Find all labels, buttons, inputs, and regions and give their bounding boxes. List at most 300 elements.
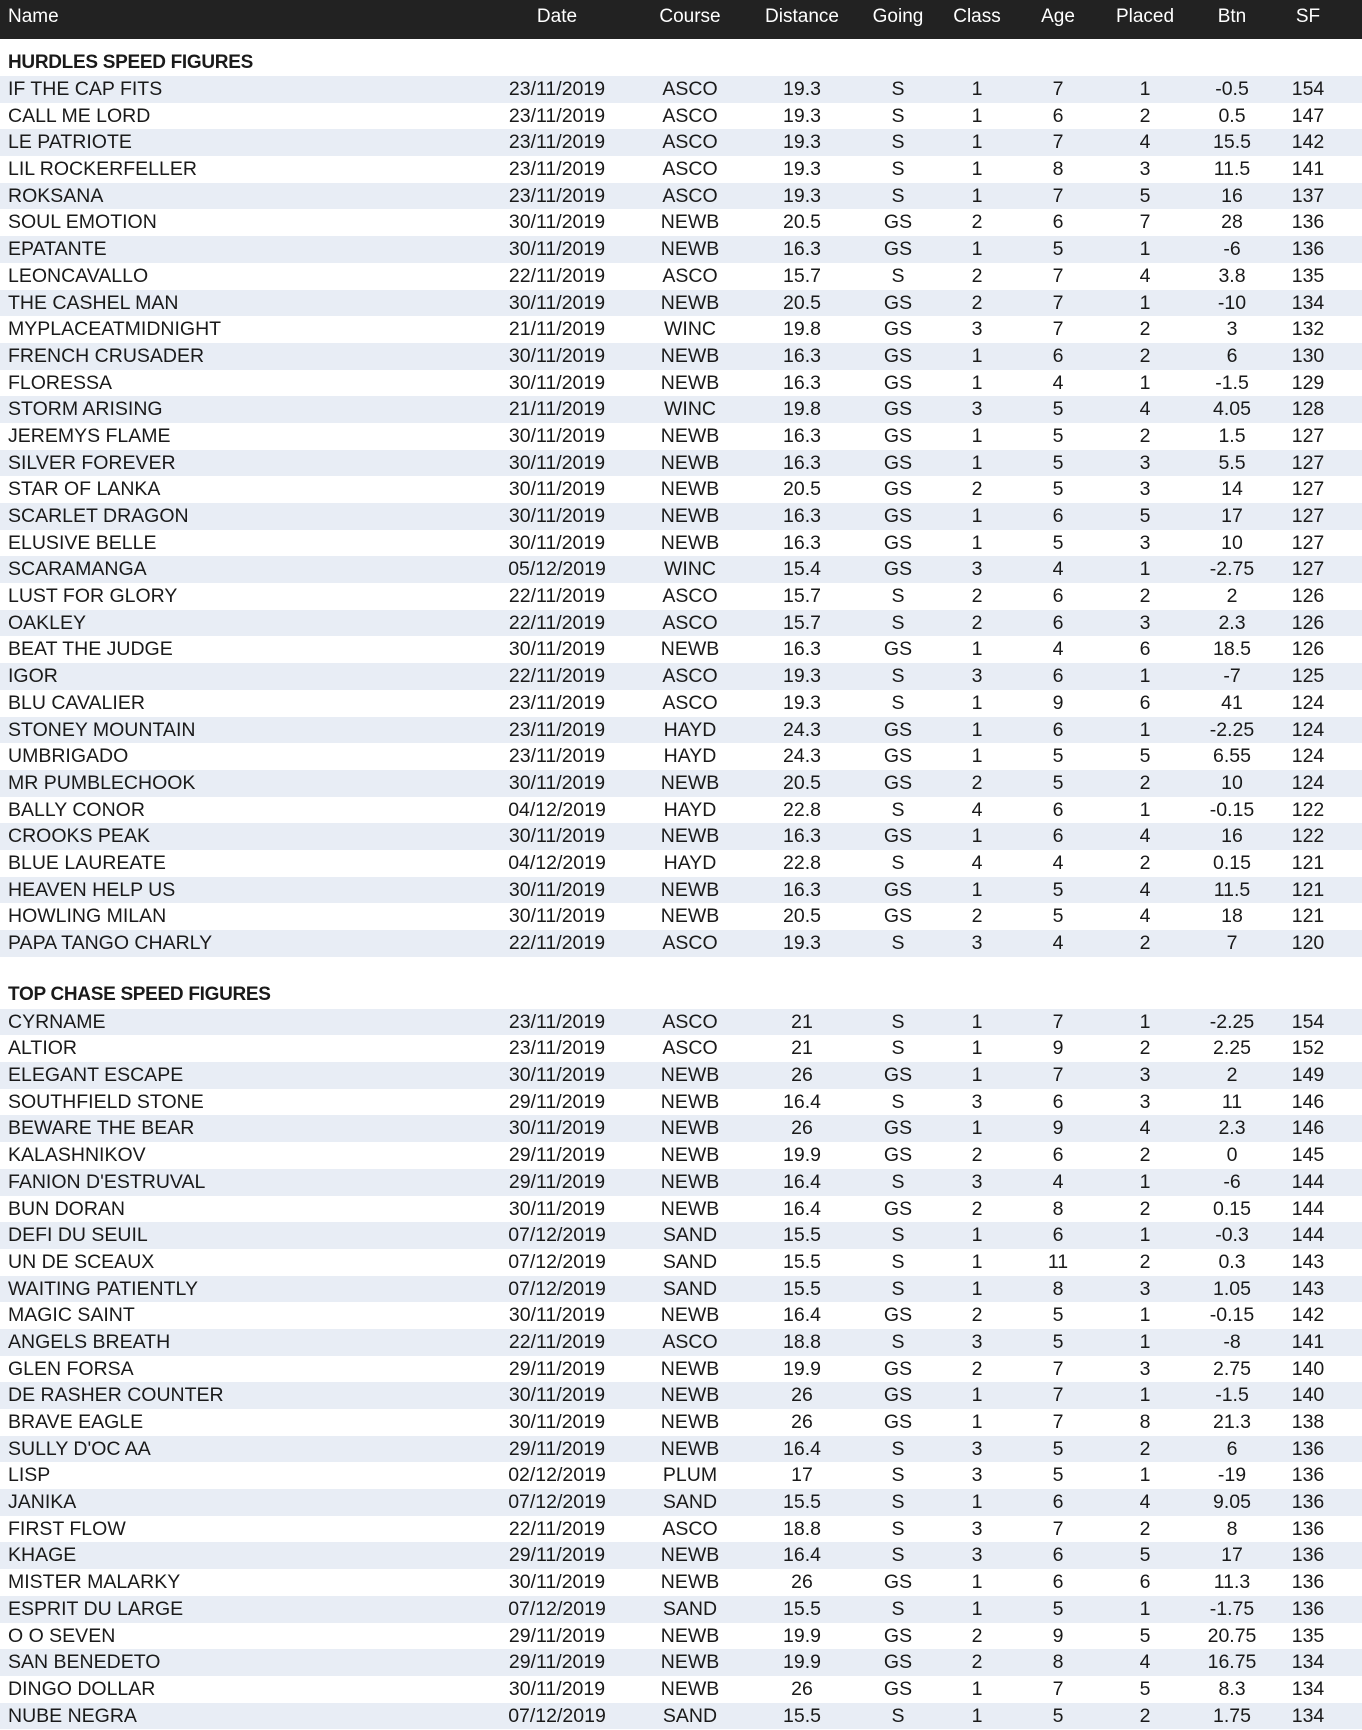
table-row: [0, 1196, 1362, 1223]
cell-age: 7: [1052, 264, 1064, 287]
cell-date: 04/12/2019: [508, 798, 606, 821]
cell-name: LIL ROCKERFELLER: [8, 158, 197, 181]
cell-date: 23/11/2019: [508, 131, 606, 154]
cell-age: 11: [1047, 1250, 1069, 1273]
cell-distance: 16.4: [783, 1544, 821, 1567]
cell-class: 1: [971, 1010, 983, 1033]
cell-course: NEWB: [660, 371, 720, 394]
cell-name: LUST FOR GLORY: [8, 585, 178, 608]
cell-class: 1: [971, 1250, 983, 1273]
cell-age: 7: [1052, 1411, 1064, 1433]
table-row: [0, 450, 1362, 477]
table-row: [0, 209, 1362, 236]
cell-name: SOUTHFIELD STONE: [8, 1090, 204, 1113]
cell-name: BALLY CONOR: [8, 798, 145, 821]
cell-going: GS: [883, 478, 913, 501]
cell-going: GS: [883, 398, 913, 421]
cell-placed: 2: [1139, 851, 1151, 874]
cell-btn: -6: [1223, 238, 1241, 261]
cell-btn: 2: [1226, 585, 1238, 608]
cell-class: 3: [971, 665, 983, 688]
table-row: [0, 1382, 1362, 1409]
cell-placed: 8: [1139, 1411, 1151, 1433]
table-row: [0, 1596, 1362, 1623]
table-row: [0, 1462, 1362, 1489]
cell-age: 9: [1052, 1037, 1064, 1060]
cell-btn: -0.5: [1215, 78, 1249, 100]
table-row: [0, 396, 1362, 423]
cell-placed: 4: [1139, 131, 1151, 154]
cell-age: 4: [1052, 851, 1064, 874]
cell-going: S: [891, 932, 905, 954]
cell-date: 29/11/2019: [508, 1544, 606, 1567]
cell-btn: 11.5: [1213, 158, 1251, 181]
table-row: [0, 636, 1362, 663]
cell-distance: 16.3: [783, 505, 821, 527]
cell-class: 2: [971, 264, 983, 287]
cell-date: 07/12/2019: [508, 1491, 606, 1514]
cell-going: S: [891, 1437, 905, 1460]
cell-class: 1: [971, 825, 983, 848]
cell-class: 1: [971, 1597, 983, 1620]
cell-distance: 16.3: [783, 238, 821, 261]
cell-distance: 16.4: [783, 1197, 821, 1220]
cell-age: 9: [1052, 691, 1064, 714]
cell-going: GS: [883, 771, 913, 794]
cell-class: 1: [971, 371, 983, 394]
cell-sf: 120: [1291, 932, 1325, 954]
cell-placed: 1: [1139, 798, 1151, 821]
cell-name: MYPLACEATMIDNIGHT: [8, 318, 222, 341]
cell-age: 7: [1052, 1010, 1064, 1033]
cell-distance: 19.3: [783, 184, 821, 207]
cell-placed: 1: [1139, 1010, 1151, 1033]
cell-age: 7: [1052, 78, 1064, 100]
cell-name: IGOR: [8, 665, 58, 688]
cell-class: 1: [971, 344, 983, 367]
cell-distance: 19.3: [783, 78, 821, 100]
cell-going: GS: [883, 1411, 913, 1433]
table-row: [0, 1676, 1362, 1703]
cell-going: GS: [883, 558, 913, 581]
cell-distance: 17: [791, 1464, 813, 1487]
cell-going: GS: [883, 1624, 913, 1647]
cell-sf: 141: [1291, 1330, 1325, 1353]
cell-sf: 121: [1291, 851, 1325, 874]
cell-course: NEWB: [660, 1117, 720, 1140]
table-row: [0, 129, 1362, 156]
cell-course: NEWB: [660, 825, 720, 848]
table-row: [0, 930, 1362, 957]
table-row: [0, 1489, 1362, 1516]
cell-course: NEWB: [660, 1144, 720, 1167]
cell-btn: -0.3: [1215, 1224, 1249, 1247]
cell-name: HOWLING MILAN: [8, 905, 167, 928]
cell-age: 5: [1052, 1330, 1064, 1353]
cell-sf: 126: [1291, 611, 1325, 634]
cell-btn: 7: [1226, 932, 1238, 954]
cell-sf: 124: [1291, 691, 1325, 714]
cell-class: 1: [971, 1064, 983, 1087]
cell-btn: -0.15: [1209, 1304, 1255, 1327]
cell-going: S: [891, 1464, 905, 1487]
cell-course: NEWB: [660, 1064, 720, 1087]
cell-name: DINGO DOLLAR: [8, 1677, 156, 1700]
cell-distance: 19.3: [783, 158, 821, 181]
cell-date: 30/11/2019: [508, 638, 606, 661]
cell-class: 1: [971, 238, 983, 261]
cell-class: 3: [971, 1517, 983, 1540]
cell-going: GS: [883, 1144, 913, 1167]
cell-course: ASCO: [662, 184, 718, 207]
cell-date: 30/11/2019: [508, 424, 606, 447]
cell-class: 2: [971, 771, 983, 794]
cell-going: GS: [883, 451, 913, 474]
cell-sf: 147: [1291, 104, 1325, 127]
cell-course: NEWB: [660, 1544, 720, 1567]
cell-distance: 21: [791, 1010, 813, 1033]
cell-name: BLU CAVALIER: [8, 691, 145, 714]
cell-going: GS: [883, 1064, 913, 1087]
cell-sf: 125: [1291, 665, 1325, 688]
cell-age: 6: [1052, 1491, 1064, 1514]
cell-placed: 3: [1139, 478, 1151, 501]
cell-name: SOUL EMOTION: [8, 211, 157, 234]
cell-date: 07/12/2019: [508, 1250, 606, 1273]
cell-btn: -8: [1223, 1330, 1241, 1353]
cell-placed: 2: [1139, 318, 1151, 341]
cell-distance: 19.8: [783, 398, 821, 421]
cell-going: S: [891, 1330, 905, 1353]
cell-distance: 16.3: [783, 638, 821, 661]
cell-age: 6: [1052, 505, 1064, 527]
cell-going: S: [891, 78, 905, 100]
cell-btn: 2.25: [1213, 1037, 1251, 1060]
cell-course: SAND: [662, 1491, 718, 1514]
cell-sf: 152: [1291, 1037, 1325, 1060]
cell-btn: 0.15: [1213, 851, 1251, 874]
cell-sf: 154: [1291, 78, 1325, 100]
cell-class: 1: [971, 1117, 983, 1140]
cell-placed: 4: [1139, 825, 1151, 848]
cell-placed: 2: [1139, 771, 1151, 794]
cell-course: NEWB: [660, 1384, 720, 1407]
cell-age: 6: [1052, 1144, 1064, 1167]
cell-date: 23/11/2019: [508, 745, 606, 768]
cell-name: O O SEVEN: [8, 1624, 116, 1647]
cell-date: 23/11/2019: [508, 718, 606, 741]
table-row: [0, 1115, 1362, 1142]
cell-going: S: [891, 1597, 905, 1620]
cell-sf: 127: [1291, 478, 1325, 501]
cell-placed: 1: [1139, 1224, 1151, 1247]
cell-class: 1: [971, 718, 983, 741]
cell-going: GS: [883, 745, 913, 768]
cell-going: S: [891, 1224, 905, 1247]
cell-age: 6: [1052, 611, 1064, 634]
cell-sf: 127: [1291, 451, 1325, 474]
cell-age: 4: [1052, 558, 1064, 581]
cell-date: 22/11/2019: [508, 611, 606, 634]
cell-placed: 3: [1139, 1064, 1151, 1087]
cell-date: 23/11/2019: [508, 104, 606, 127]
cell-class: 3: [971, 398, 983, 421]
cell-name: SILVER FOREVER: [8, 451, 176, 474]
cell-btn: 17: [1221, 505, 1243, 527]
column-header-btn: Btn: [1217, 6, 1247, 27]
cell-course: ASCO: [662, 264, 718, 287]
cell-class: 2: [971, 1197, 983, 1220]
cell-class: 2: [971, 611, 983, 634]
cell-date: 30/11/2019: [508, 291, 606, 314]
cell-btn: 11: [1221, 1090, 1243, 1113]
cell-age: 5: [1052, 1704, 1064, 1727]
cell-course: ASCO: [662, 611, 718, 634]
cell-age: 5: [1052, 478, 1064, 501]
cell-course: ASCO: [662, 1037, 718, 1060]
cell-course: NEWB: [660, 424, 720, 447]
cell-course: NEWB: [660, 1624, 720, 1647]
cell-btn: 8.3: [1218, 1677, 1246, 1700]
cell-date: 30/11/2019: [508, 211, 606, 234]
table-row: [0, 743, 1362, 770]
cell-sf: 141: [1291, 158, 1325, 181]
cell-age: 4: [1052, 371, 1064, 394]
table-row: [0, 1142, 1362, 1169]
cell-distance: 16.4: [783, 1090, 821, 1113]
cell-sf: 121: [1291, 878, 1325, 901]
cell-date: 23/11/2019: [508, 184, 606, 207]
cell-btn: -2.25: [1209, 718, 1255, 741]
cell-course: ASCO: [662, 585, 718, 608]
cell-date: 23/11/2019: [508, 78, 606, 100]
cell-course: NEWB: [660, 238, 720, 261]
cell-date: 29/11/2019: [508, 1651, 606, 1674]
cell-name: STONEY MOUNTAIN: [8, 718, 196, 741]
table-row: [0, 1089, 1362, 1116]
cell-placed: 3: [1139, 1090, 1151, 1113]
cell-btn: 5.5: [1218, 451, 1246, 474]
cell-name: BRAVE EAGLE: [8, 1411, 144, 1433]
cell-age: 7: [1052, 318, 1064, 341]
cell-going: S: [891, 1491, 905, 1514]
cell-btn: -2.75: [1209, 558, 1255, 581]
cell-class: 1: [971, 638, 983, 661]
cell-course: NEWB: [660, 1677, 720, 1700]
table-row: [0, 663, 1362, 690]
cell-distance: 15.5: [783, 1704, 821, 1727]
cell-age: 7: [1052, 1677, 1064, 1700]
cell-course: ASCO: [662, 691, 718, 714]
cell-btn: 11.5: [1213, 878, 1251, 901]
cell-name: FIRST FLOW: [8, 1517, 126, 1540]
cell-sf: 136: [1291, 238, 1325, 261]
cell-date: 07/12/2019: [508, 1224, 606, 1247]
table-row: [0, 717, 1362, 744]
cell-sf: 132: [1291, 318, 1325, 341]
cell-name: SCARLET DRAGON: [8, 505, 189, 527]
cell-name: EPATANTE: [8, 238, 107, 261]
cell-name: FANION D'ESTRUVAL: [8, 1170, 206, 1193]
cell-distance: 19.3: [783, 665, 821, 688]
cell-sf: 140: [1291, 1357, 1325, 1380]
cell-placed: 2: [1139, 424, 1151, 447]
cell-course: SAND: [662, 1597, 718, 1620]
table-row: [0, 183, 1362, 210]
cell-btn: -1.75: [1209, 1597, 1255, 1620]
cell-course: NEWB: [660, 211, 720, 234]
section-heading-band: [0, 981, 1362, 1009]
table-row: [0, 770, 1362, 797]
cell-btn: 8: [1226, 1517, 1238, 1540]
cell-class: 1: [971, 745, 983, 768]
cell-class: 1: [971, 1224, 983, 1247]
cell-placed: 4: [1139, 905, 1151, 928]
cell-placed: 5: [1139, 745, 1151, 768]
cell-date: 22/11/2019: [508, 932, 606, 954]
cell-name: KALASHNIKOV: [8, 1144, 146, 1167]
cell-going: GS: [883, 505, 913, 527]
cell-age: 6: [1052, 665, 1064, 688]
cell-distance: 20.5: [783, 211, 821, 234]
cell-name: ESPRIT DU LARGE: [8, 1597, 184, 1620]
cell-class: 3: [971, 558, 983, 581]
cell-placed: 2: [1139, 1437, 1151, 1460]
cell-btn: 16: [1221, 825, 1243, 848]
cell-going: S: [891, 585, 905, 608]
cell-name: UMBRIGADO: [8, 745, 129, 768]
cell-date: 23/11/2019: [508, 158, 606, 181]
cell-btn: 0.5: [1218, 104, 1246, 127]
cell-btn: 3: [1226, 318, 1238, 341]
cell-name: CROOKS PEAK: [8, 825, 150, 848]
cell-placed: 2: [1139, 104, 1151, 127]
column-header-name: Name: [8, 6, 59, 27]
cell-distance: 15.7: [783, 585, 821, 608]
cell-sf: 135: [1291, 264, 1325, 287]
cell-course: NEWB: [660, 1571, 720, 1594]
cell-age: 9: [1052, 1117, 1064, 1140]
cell-distance: 26: [791, 1384, 813, 1407]
cell-going: GS: [883, 291, 913, 314]
cell-name: ANGELS BREATH: [8, 1330, 171, 1353]
cell-sf: 142: [1291, 131, 1325, 154]
cell-date: 21/11/2019: [508, 398, 606, 421]
cell-name: MAGIC SAINT: [8, 1304, 135, 1327]
cell-going: GS: [883, 531, 913, 554]
cell-placed: 1: [1139, 558, 1151, 581]
cell-sf: 126: [1291, 585, 1325, 608]
cell-sf: 142: [1291, 1304, 1325, 1327]
cell-distance: 26: [791, 1117, 813, 1140]
cell-name: MR PUMBLECHOOK: [8, 771, 196, 794]
cell-name: FRENCH CRUSADER: [8, 344, 205, 367]
cell-class: 2: [971, 1651, 983, 1674]
column-header-distance: Distance: [765, 6, 839, 27]
cell-class: 2: [971, 1357, 983, 1380]
cell-name: DE RASHER COUNTER: [8, 1384, 224, 1407]
cell-sf: 137: [1291, 184, 1325, 207]
cell-distance: 19.3: [783, 932, 821, 954]
cell-age: 5: [1052, 531, 1064, 554]
cell-name: GLEN FORSA: [8, 1357, 134, 1380]
table-row: [0, 823, 1362, 850]
cell-sf: 128: [1291, 398, 1325, 421]
cell-course: PLUM: [662, 1464, 718, 1487]
cell-distance: 19.8: [783, 318, 821, 341]
column-header-course: Course: [659, 6, 721, 27]
cell-age: 7: [1052, 291, 1064, 314]
cell-date: 30/11/2019: [508, 878, 606, 901]
cell-going: GS: [883, 1677, 913, 1700]
cell-placed: 7: [1139, 211, 1151, 234]
cell-btn: 17: [1221, 1544, 1243, 1567]
cell-age: 7: [1052, 1357, 1064, 1380]
cell-course: ASCO: [662, 1330, 718, 1353]
cell-sf: 136: [1291, 1597, 1325, 1620]
cell-placed: 2: [1139, 1144, 1151, 1167]
cell-sf: 127: [1291, 424, 1325, 447]
table-row: [0, 423, 1362, 450]
cell-class: 1: [971, 1411, 983, 1433]
cell-class: 1: [971, 505, 983, 527]
cell-sf: 134: [1291, 1651, 1325, 1674]
cell-btn: 2.3: [1218, 1117, 1246, 1140]
cell-name: WAITING PATIENTLY: [8, 1277, 198, 1300]
cell-btn: 9.05: [1213, 1491, 1251, 1514]
cell-date: 29/11/2019: [508, 1144, 606, 1167]
cell-age: 7: [1052, 131, 1064, 154]
cell-date: 29/11/2019: [508, 1624, 606, 1647]
cell-class: 3: [971, 932, 983, 954]
cell-date: 30/11/2019: [508, 825, 606, 848]
cell-placed: 1: [1139, 371, 1151, 394]
cell-date: 02/12/2019: [508, 1464, 606, 1487]
cell-age: 5: [1052, 905, 1064, 928]
cell-going: S: [891, 1250, 905, 1273]
cell-placed: 2: [1139, 585, 1151, 608]
cell-age: 5: [1052, 238, 1064, 261]
cell-distance: 16.3: [783, 451, 821, 474]
table-row: [0, 1542, 1362, 1569]
cell-date: 30/11/2019: [508, 371, 606, 394]
cell-course: NEWB: [660, 451, 720, 474]
table-row: [0, 1356, 1362, 1383]
cell-sf: 144: [1291, 1197, 1325, 1220]
cell-going: S: [891, 104, 905, 127]
cell-name: BEAT THE JUDGE: [8, 638, 173, 661]
cell-placed: 3: [1139, 158, 1151, 181]
cell-class: 2: [971, 585, 983, 608]
cell-date: 04/12/2019: [508, 851, 606, 874]
cell-placed: 1: [1139, 1330, 1151, 1353]
cell-date: 30/11/2019: [508, 478, 606, 501]
cell-going: GS: [883, 211, 913, 234]
cell-distance: 19.3: [783, 131, 821, 154]
cell-distance: 18.8: [783, 1330, 821, 1353]
cell-btn: 4.05: [1213, 398, 1251, 421]
cell-age: 8: [1052, 1651, 1064, 1674]
cell-btn: -0.15: [1209, 798, 1255, 821]
cell-sf: 124: [1291, 771, 1325, 794]
cell-course: NEWB: [660, 1170, 720, 1193]
cell-course: NEWB: [660, 1411, 720, 1433]
cell-going: GS: [883, 1571, 913, 1594]
cell-going: GS: [883, 825, 913, 848]
table-row: [0, 156, 1362, 183]
cell-course: ASCO: [662, 104, 718, 127]
cell-course: NEWB: [660, 344, 720, 367]
